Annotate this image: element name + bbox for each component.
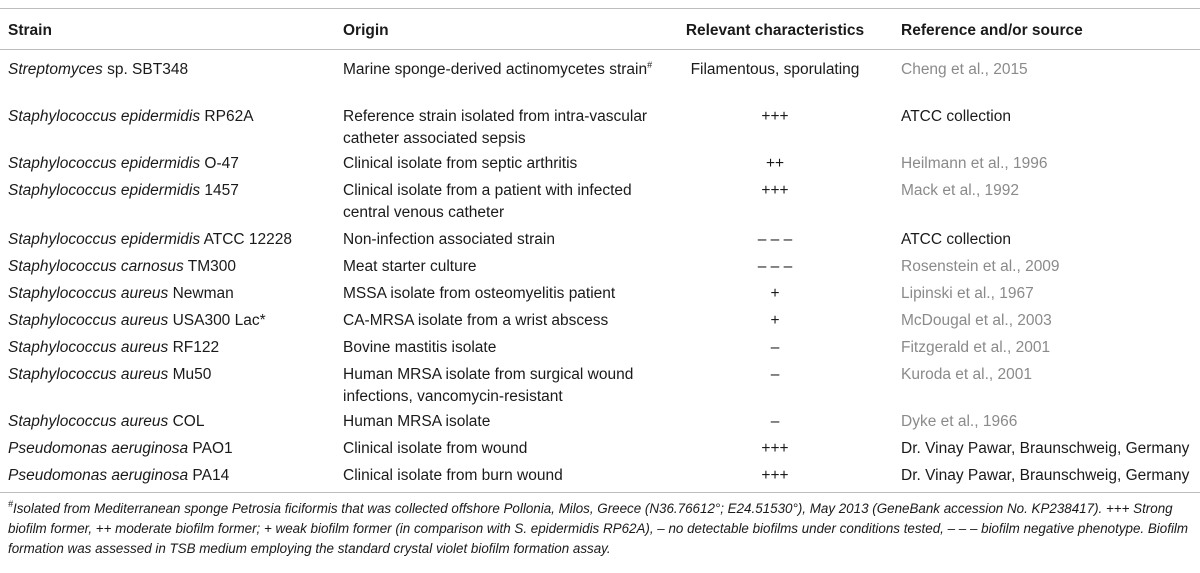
origin-text: Human MRSA isolate — [343, 413, 491, 430]
header-rule — [0, 49, 1200, 50]
characteristics-cell: – – – — [757, 258, 793, 275]
reference-cell: Dr. Vinay Pawar, Braunschweig, Germany — [901, 440, 1190, 457]
header-strain: Strain — [8, 22, 52, 39]
strain-species: Staphylococcus epidermidis — [8, 231, 201, 248]
strain-designation: Newman — [168, 285, 234, 302]
origin-cell — [343, 337, 663, 359]
reference-citation-link[interactable]: Heilmann et al., 1996 — [901, 155, 1048, 172]
strain-cell — [8, 438, 233, 460]
strain-cell — [8, 411, 204, 433]
characteristics-cell: + — [770, 285, 780, 302]
origin-text: Clinical isolate from a patient with infected central venous catheter — [343, 182, 632, 221]
characteristics-cell: – — [770, 413, 780, 430]
strain-species: Streptomyces — [8, 61, 103, 78]
strain-species: Staphylococcus aureus — [8, 413, 169, 430]
origin-footnote-marker: # — [647, 60, 653, 70]
bottom-rule — [0, 492, 1200, 493]
footnote-text: Isolated from Mediterranean sponge Petrosia ficiformis that was collected offshore Pollonia, Milos, Greece (N36.76612°; E24.51530°), May 2013 (GeneBank accession No. KP238417). +++ Strong biofilm former, ++ moderate biofilm former; + weak biofilm former (in comparison with S. epidermidis RP62A), – no detectable biofilms under conditions tested, – – – biofilm negative phenotype. Biofilm formation was assessed in TSB medium employing the standard crystal violet biofilm formation assay. — [8, 501, 1189, 556]
strain-cell — [8, 153, 239, 175]
origin-text: Reference strain isolated from intra-vascular catheter associated sepsis — [343, 108, 648, 147]
characteristics-cell: – — [770, 366, 780, 383]
origin-cell — [343, 106, 663, 150]
strain-species: Pseudomonas aeruginosa — [8, 467, 189, 484]
characteristics-cell: + — [770, 312, 780, 329]
characteristics-cell: +++ — [761, 182, 789, 199]
strain-designation: RF122 — [168, 339, 220, 356]
strain-designation: PA14 — [188, 467, 230, 484]
strain-designation: 1457 — [200, 182, 239, 199]
strain-species: Staphylococcus aureus — [8, 339, 169, 356]
header-reference: Reference and/or source — [901, 22, 1083, 39]
reference-citation-link[interactable]: Mack et al., 1992 — [901, 182, 1020, 199]
strain-species: Staphylococcus epidermidis — [8, 155, 201, 172]
origin-text: Clinical isolate from septic arthritis — [343, 155, 578, 172]
characteristics-cell: – — [770, 339, 780, 356]
strain-species: Staphylococcus carnosus — [8, 258, 184, 275]
strain-designation: O-47 — [200, 155, 239, 172]
strain-designation: COL — [168, 413, 205, 430]
strain-cell — [8, 310, 266, 332]
header-origin: Origin — [343, 22, 389, 39]
reference-citation-link[interactable]: Cheng et al., 2015 — [901, 61, 1028, 78]
strain-cell — [8, 59, 188, 81]
characteristics-cell: Filamentous, sporulating — [690, 61, 860, 78]
characteristics-cell: ++ — [765, 155, 785, 172]
origin-cell — [343, 438, 663, 460]
origin-text: Bovine mastitis isolate — [343, 339, 497, 356]
characteristics-cell: +++ — [761, 467, 789, 484]
strain-designation: Mu50 — [168, 366, 212, 383]
strain-designation: USA300 Lac* — [168, 312, 266, 329]
origin-text: CA-MRSA isolate from a wrist abscess — [343, 312, 609, 329]
characteristics-cell: +++ — [761, 440, 789, 457]
strain-species: Pseudomonas aeruginosa — [8, 440, 189, 457]
strain-cell — [8, 337, 219, 359]
origin-text: MSSA isolate from osteomyelitis patient — [343, 285, 616, 302]
reference-citation-link[interactable]: Fitzgerald et al., 2001 — [901, 339, 1051, 356]
origin-text: Non-infection associated strain — [343, 231, 555, 248]
strain-cell — [8, 229, 292, 251]
footnote-marker: # — [8, 499, 14, 509]
origin-cell — [343, 153, 663, 175]
strain-species: Staphylococcus aureus — [8, 366, 169, 383]
reference-citation-link[interactable]: McDougal et al., 2003 — [901, 312, 1052, 329]
strain-cell — [8, 106, 254, 128]
header-characteristics: Relevant characteristics — [685, 22, 865, 39]
origin-cell — [343, 59, 663, 81]
origin-cell — [343, 180, 663, 224]
table-footnote — [8, 499, 1194, 559]
characteristics-cell: +++ — [761, 108, 789, 125]
strain-species: Staphylococcus aureus — [8, 312, 169, 329]
origin-cell — [343, 364, 663, 408]
strain-designation: RP62A — [200, 108, 254, 125]
strain-cell — [8, 364, 211, 386]
strain-designation: TM300 — [183, 258, 237, 275]
reference-citation-link[interactable]: Rosenstein et al., 2009 — [901, 258, 1060, 275]
reference-citation-link[interactable]: Lipinski et al., 1967 — [901, 285, 1034, 302]
strain-cell — [8, 283, 234, 305]
origin-cell — [343, 465, 663, 487]
top-rule — [0, 8, 1200, 9]
characteristics-cell: – – – — [757, 231, 793, 248]
strain-cell — [8, 465, 229, 487]
origin-cell — [343, 310, 663, 332]
strain-designation: sp. SBT348 — [102, 61, 189, 78]
strain-species: Staphylococcus epidermidis — [8, 182, 201, 199]
origin-cell — [343, 283, 663, 305]
origin-cell — [343, 411, 663, 433]
reference-cell: ATCC collection — [901, 231, 1011, 248]
reference-citation-link[interactable]: Kuroda et al., 2001 — [901, 366, 1032, 383]
origin-text: Meat starter culture — [343, 258, 477, 275]
origin-text: Human MRSA isolate from surgical wound infections, vancomycin-resistant — [343, 366, 634, 405]
strain-designation: ATCC 12228 — [200, 231, 293, 248]
strain-cell — [8, 256, 236, 278]
strain-species: Staphylococcus epidermidis — [8, 108, 201, 125]
strain-cell — [8, 180, 239, 202]
origin-cell — [343, 256, 663, 278]
reference-cell: Dr. Vinay Pawar, Braunschweig, Germany — [901, 467, 1190, 484]
origin-text: Marine sponge-derived actinomycetes strain — [343, 61, 648, 78]
reference-citation-link[interactable]: Dyke et al., 1966 — [901, 413, 1018, 430]
origin-cell — [343, 229, 663, 251]
strain-designation: PAO1 — [188, 440, 233, 457]
reference-cell: ATCC collection — [901, 108, 1011, 125]
origin-text: Clinical isolate from wound — [343, 440, 528, 457]
origin-text: Clinical isolate from burn wound — [343, 467, 563, 484]
strain-species: Staphylococcus aureus — [8, 285, 169, 302]
